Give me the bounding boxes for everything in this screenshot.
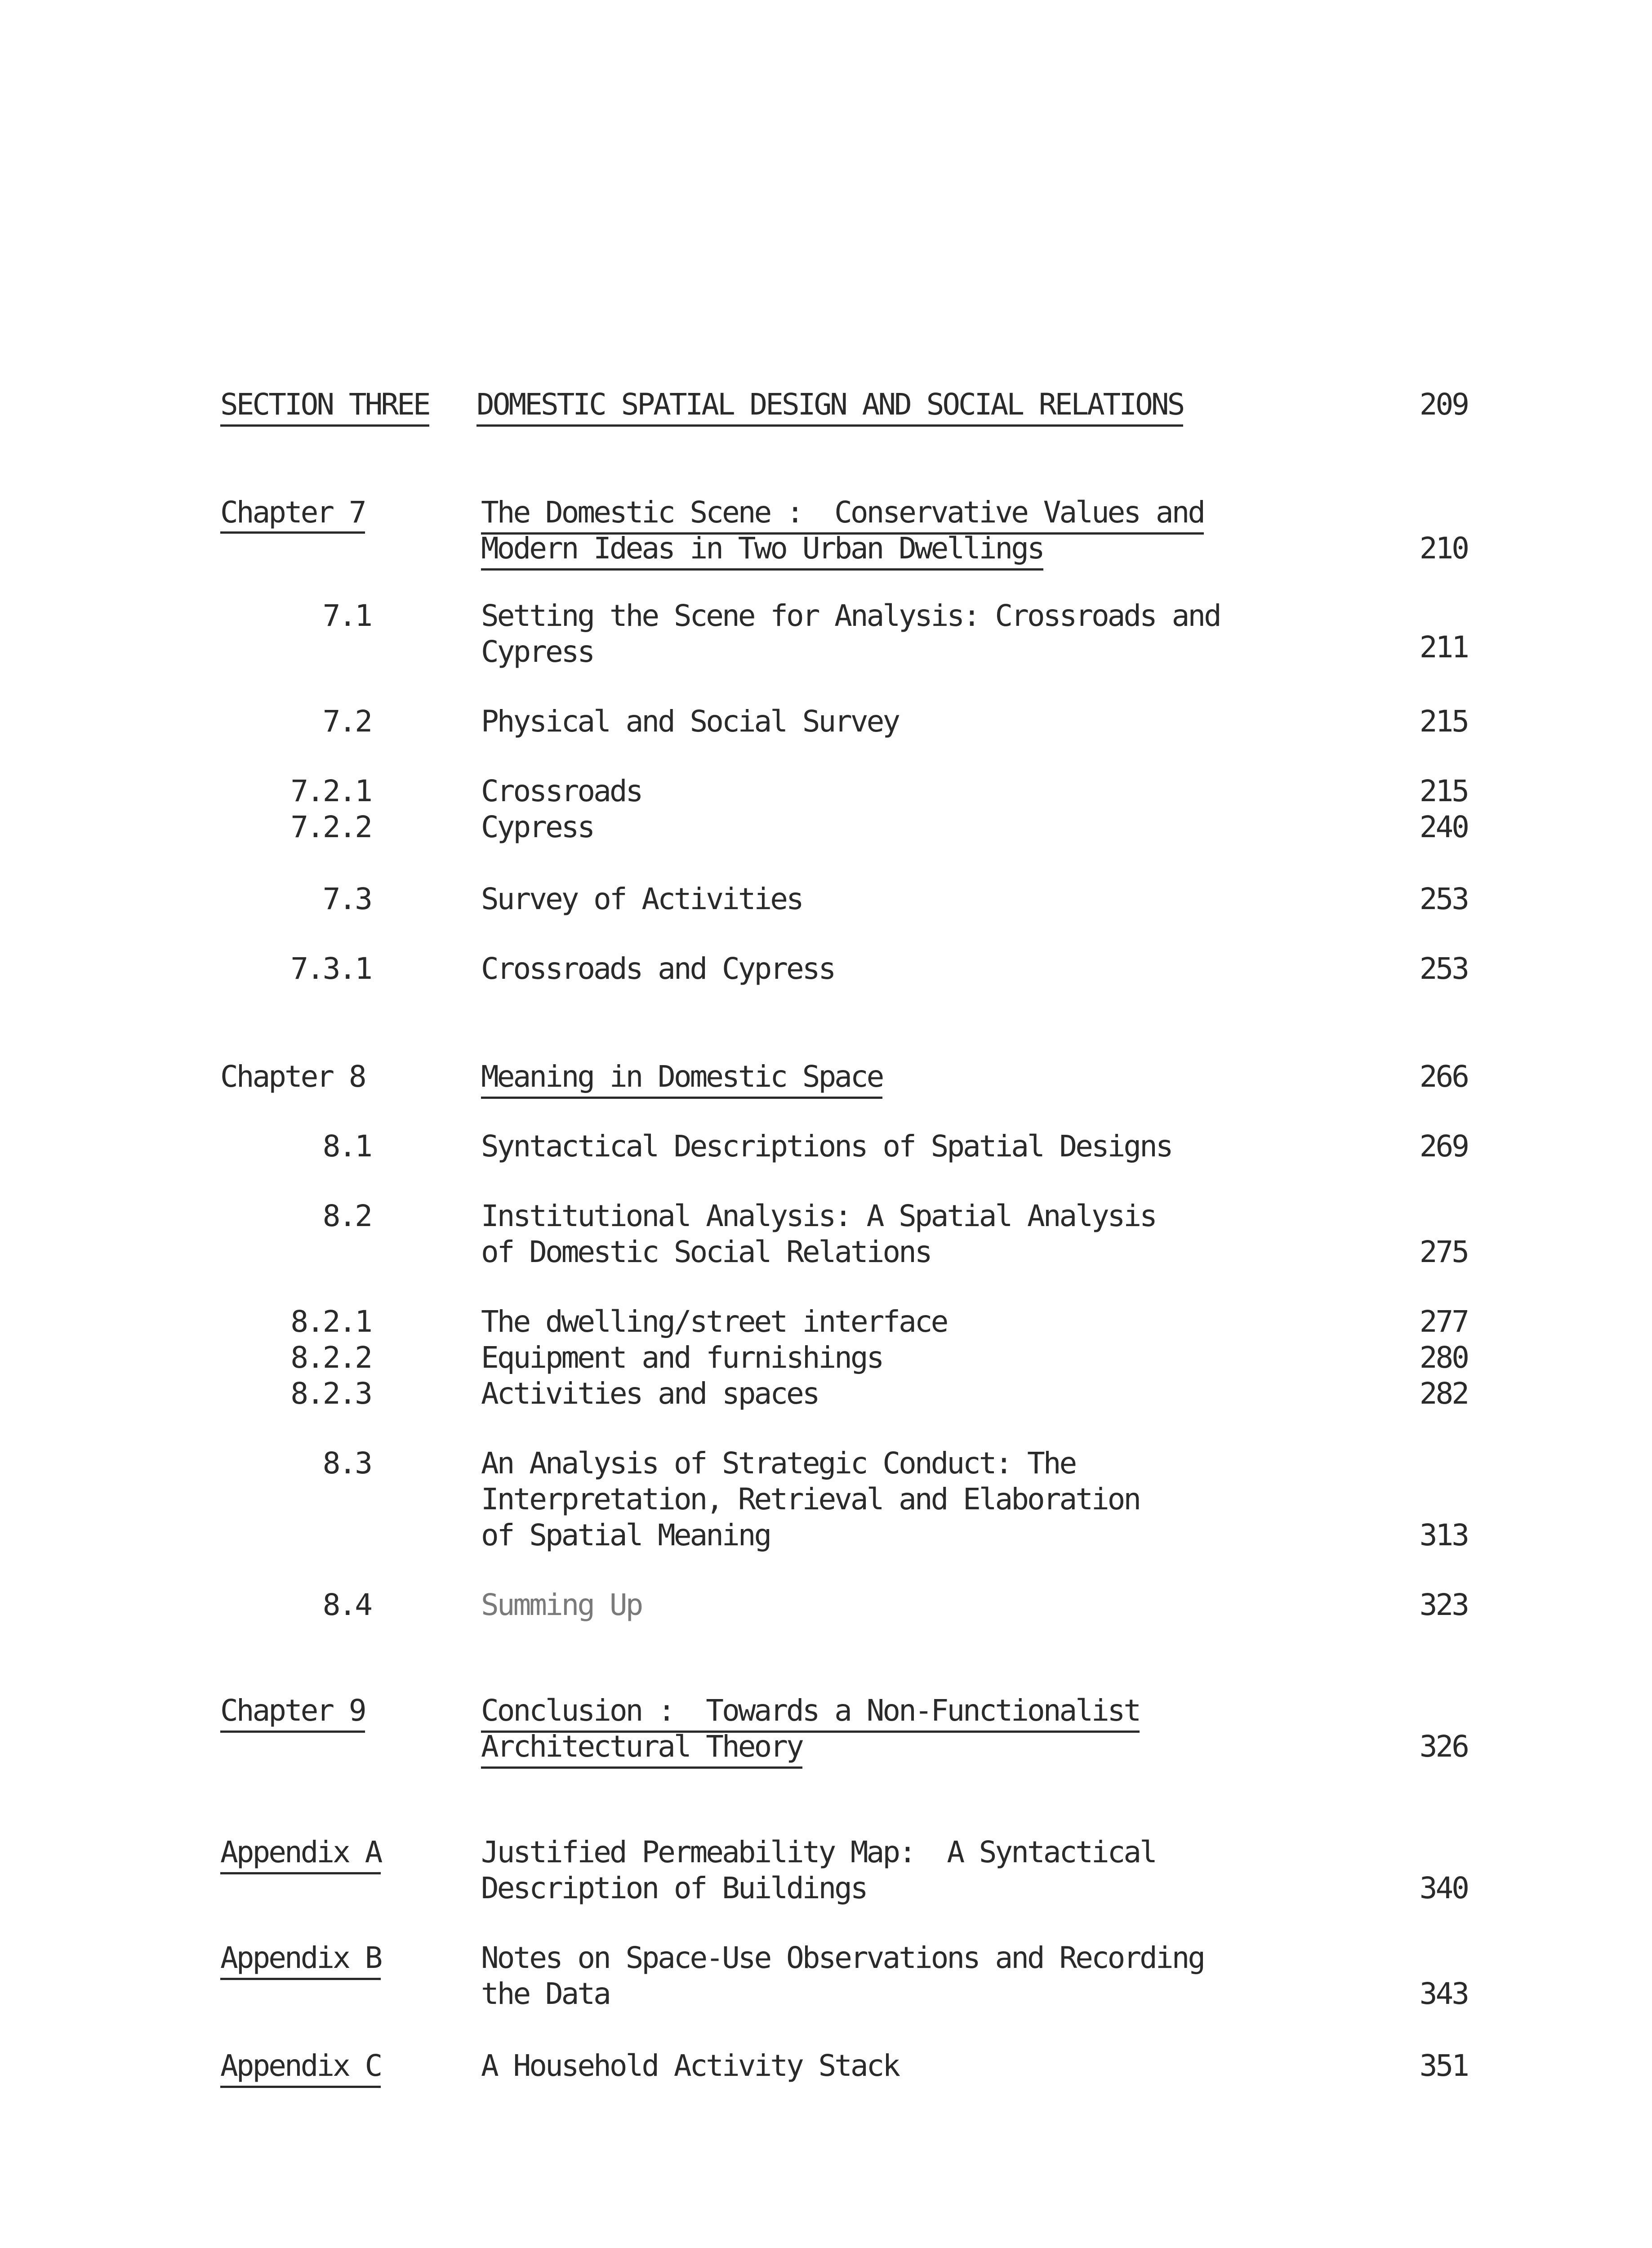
entry-7-2-page: 215 xyxy=(1419,704,1468,739)
entry-8-2-1-page: 277 xyxy=(1419,1304,1468,1339)
entry-8-4-page: 323 xyxy=(1419,1588,1468,1622)
appendix-c-label: Appendix C xyxy=(220,2048,381,2088)
entry-8-2-3-page: 282 xyxy=(1419,1376,1468,1411)
entry-8-3-title-line3: of Spatial Meaning xyxy=(481,1518,770,1552)
appendix-c-page: 351 xyxy=(1419,2048,1468,2083)
entry-7-2-2-number: 7.2.2 xyxy=(290,810,371,844)
section-page: 209 xyxy=(1419,387,1468,422)
entry-7-1-page: 211 xyxy=(1419,630,1468,665)
chapter-8-page: 266 xyxy=(1419,1059,1468,1094)
entry-7-2-number: 7.2 xyxy=(322,704,371,739)
entry-8-2-title-line1: Institutional Analysis: A Spatial Analysis xyxy=(481,1199,1156,1233)
chapter-7-label: Chapter 7 xyxy=(220,495,365,531)
appendix-a-page: 340 xyxy=(1419,1871,1468,1905)
chapter-8-title: Meaning in Domestic Space xyxy=(481,1059,882,1099)
appendix-a-title-line2: Description of Buildings xyxy=(481,1871,867,1905)
entry-7-1-number: 7.1 xyxy=(322,598,371,633)
entry-8-2-number: 8.2 xyxy=(322,1199,371,1233)
entry-7-2-1-number: 7.2.1 xyxy=(290,774,371,808)
appendix-b-label: Appendix B xyxy=(220,1940,381,1980)
chapter-7-title-line2: Modern Ideas in Two Urban Dwellings xyxy=(481,531,1043,571)
entry-8-2-title-line2: of Domestic Social Relations xyxy=(481,1235,931,1269)
appendix-b-page: 343 xyxy=(1419,1976,1468,2011)
section-label: SECTION THREE xyxy=(220,387,429,427)
entry-8-3-title-line1: An Analysis of Strategic Conduct: The xyxy=(481,1446,1076,1481)
entry-8-1-number: 8.1 xyxy=(322,1129,371,1164)
entry-8-2-1-title: The dwelling/street interface xyxy=(481,1304,947,1339)
entry-8-2-1-number: 8.2.1 xyxy=(290,1304,371,1339)
entry-7-2-1-page: 215 xyxy=(1419,774,1468,808)
chapter-9-title-line2: Architectural Theory xyxy=(481,1729,802,1769)
entry-7-2-1-title: Crossroads xyxy=(481,774,642,808)
entry-7-2-title: Physical and Social Survey xyxy=(481,704,899,739)
appendix-b-title-line1: Notes on Space-Use Observations and Recording xyxy=(481,1940,1204,1975)
entry-8-1-title: Syntactical Descriptions of Spatial Designs xyxy=(481,1129,1172,1164)
entry-8-2-3-number: 8.2.3 xyxy=(290,1376,371,1411)
entry-7-3-1-title: Crossroads and Cypress xyxy=(481,951,835,986)
appendix-a-label: Appendix A xyxy=(220,1834,381,1874)
entry-7-3-number: 7.3 xyxy=(322,882,371,916)
entry-8-3-title-line2: Interpretation, Retrieval and Elaboration xyxy=(481,1482,1140,1517)
chapter-8-label: Chapter 8 xyxy=(220,1059,365,1094)
chapter-7-page: 210 xyxy=(1419,531,1468,566)
entry-8-2-2-number: 8.2.2 xyxy=(290,1340,371,1375)
entry-7-1-title-line2: Cypress xyxy=(481,634,594,669)
appendix-b-title-line2: the Data xyxy=(481,1976,610,2011)
appendix-c-title: A Household Activity Stack xyxy=(481,2048,899,2083)
section-title: DOMESTIC SPATIAL DESIGN AND SOCIAL RELATIONS xyxy=(476,387,1183,427)
chapter-9-title-line1: Conclusion : Towards a Non-Functionalist xyxy=(481,1693,1140,1733)
entry-8-2-page: 275 xyxy=(1419,1235,1468,1269)
entry-8-2-3-title: Activities and spaces xyxy=(481,1376,819,1411)
entry-7-3-title: Survey of Activities xyxy=(481,882,802,916)
chapter-9-page: 326 xyxy=(1419,1729,1468,1764)
entry-8-4-number: 8.4 xyxy=(322,1588,371,1622)
chapter-9-label: Chapter 9 xyxy=(220,1693,365,1733)
entry-8-2-2-title: Equipment and furnishings xyxy=(481,1340,883,1375)
entry-7-2-2-page: 240 xyxy=(1419,810,1468,844)
entry-8-1-page: 269 xyxy=(1419,1129,1468,1164)
chapter-7-title-line1: The Domestic Scene : Conservative Values and xyxy=(481,495,1204,535)
entry-8-4-title: Summing Up xyxy=(481,1588,642,1622)
entry-8-2-2-page: 280 xyxy=(1419,1340,1468,1375)
entry-7-2-2-title: Cypress xyxy=(481,810,594,844)
entry-7-1-title-line1: Setting the Scene for Analysis: Crossroads and xyxy=(481,598,1220,633)
entry-7-3-1-number: 7.3.1 xyxy=(290,951,371,986)
entry-8-3-page: 313 xyxy=(1419,1518,1468,1552)
appendix-a-title-line1: Justified Permeability Map: A Syntactical xyxy=(481,1835,1156,1869)
entry-7-3-1-page: 253 xyxy=(1419,951,1468,986)
entry-8-3-number: 8.3 xyxy=(322,1446,371,1481)
entry-7-3-page: 253 xyxy=(1419,882,1468,916)
